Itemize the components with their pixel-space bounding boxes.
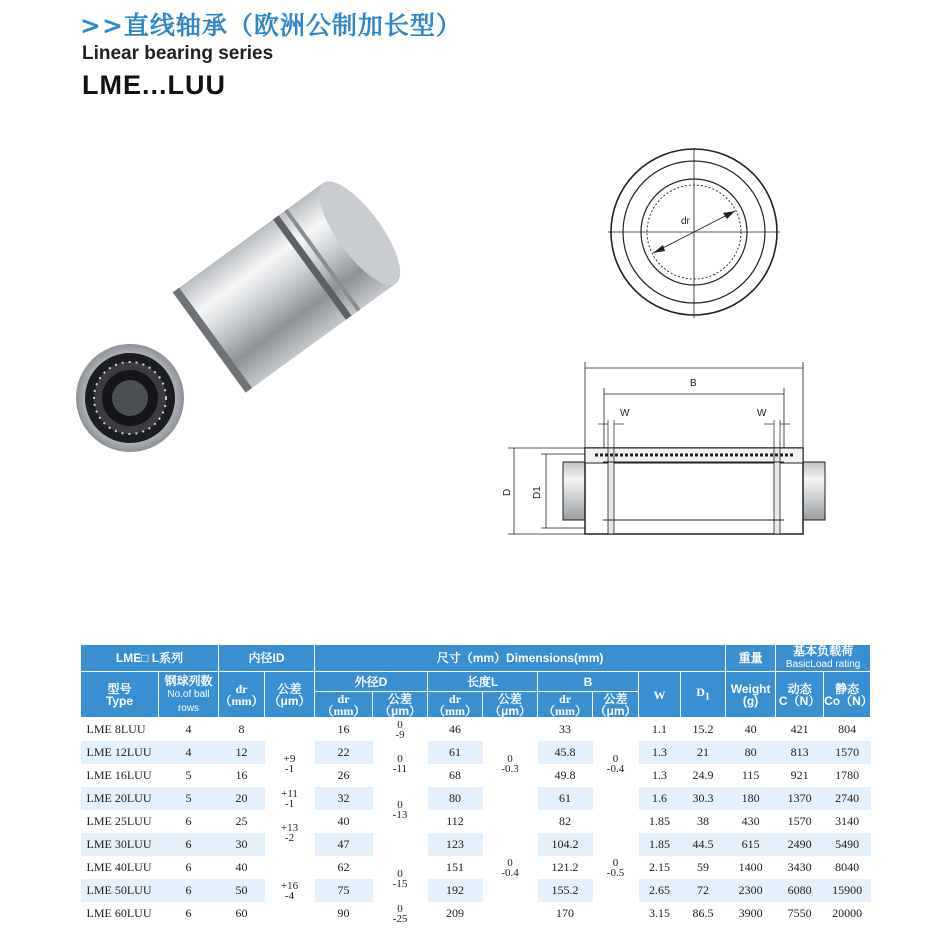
cell-d1: 24.9	[692, 768, 714, 782]
cell-dynamic: 813	[776, 741, 824, 764]
header-l-dr: dr （mm）	[428, 692, 483, 718]
cell-b: 33	[559, 722, 572, 736]
cell-d-tol: 0 -13	[373, 787, 428, 833]
cell-dr: 8	[238, 722, 245, 736]
cell-b: 49.8	[554, 768, 576, 782]
cell-static: 15900	[824, 879, 871, 902]
cell-id-tol: +13 -2	[265, 810, 315, 856]
cell-b-tol: 0 -0.4	[593, 718, 639, 811]
cell-l: 80	[428, 787, 483, 810]
cell-b: 61	[538, 787, 593, 810]
cell-b-tol: 0 -0.5	[593, 810, 639, 925]
cell-l-tol: 0 -0.3	[483, 718, 538, 811]
cell-id-tol: +9 -1	[265, 741, 315, 787]
cell-weight: 40	[744, 722, 757, 736]
cell-model: LME 40LUU	[86, 860, 152, 874]
dr-label: dr	[681, 216, 690, 227]
cell-l: 151	[446, 860, 465, 874]
cell-d1: 72	[681, 879, 726, 902]
b-dimension-label: B	[690, 378, 697, 389]
cell-b: 82	[559, 814, 572, 828]
cell-static: 20000	[832, 906, 863, 920]
cell-dynamic: 7550	[787, 906, 812, 920]
cell-d1: 38	[697, 814, 710, 828]
side-view-drawing	[508, 362, 825, 534]
page-title-en: Linear bearing series	[82, 43, 274, 64]
cell-dynamic: 1570	[787, 814, 812, 828]
cell-d-tol: 0 -9	[373, 718, 428, 742]
cell-weight: 615	[726, 833, 776, 856]
cell-balls: 6	[159, 833, 219, 856]
cell-d-tol: 0 -15	[373, 856, 428, 902]
cell-d1: 30.3	[681, 787, 726, 810]
cell-l-tol: 0 -0.4	[483, 810, 538, 925]
cell-weight: 430	[741, 814, 760, 828]
header-w: W	[639, 672, 681, 718]
cell-balls: 6	[159, 879, 219, 902]
header-id-tol: 公差 （μm）	[265, 672, 315, 718]
cell-dr: 20	[219, 787, 265, 810]
cell-dynamic: 1370	[776, 787, 824, 810]
table-row	[81, 902, 871, 925]
header-inner-diameter: 内径ID	[219, 645, 315, 672]
cell-balls: 6	[185, 906, 192, 920]
cell-dr: 12	[219, 741, 265, 764]
cell-d: 26	[337, 768, 350, 782]
header-static: 静态 Co（N）	[824, 672, 871, 718]
header-dimensions: 尺寸（mm）Dimensions(mm)	[315, 645, 726, 672]
cell-dr: 25	[235, 814, 248, 828]
cell-b: 104.2	[538, 833, 593, 856]
cell-model: LME 16LUU	[86, 768, 152, 782]
cell-model: LME 8LUU	[86, 722, 146, 736]
table-row	[81, 856, 871, 879]
table-row	[81, 787, 871, 810]
cell-d: 40	[337, 814, 350, 828]
table-row	[81, 833, 871, 856]
cell-dynamic: 921	[790, 768, 809, 782]
cell-balls: 6	[185, 860, 192, 874]
cell-w: 2.65	[639, 879, 681, 902]
header-b: B	[538, 672, 639, 692]
cell-dynamic: 3430	[787, 860, 812, 874]
cell-d-tol: 0 -11	[373, 741, 428, 787]
cell-d1: 15.2	[692, 722, 714, 736]
cell-model: LME 50LUU	[81, 879, 159, 902]
table-row	[81, 879, 871, 902]
cell-static: 3140	[835, 814, 860, 828]
cell-model: LME 12LUU	[81, 741, 159, 764]
header-d-dr: dr （mm）	[315, 692, 373, 718]
cell-b: 45.8	[538, 741, 593, 764]
w-left-label: W	[620, 408, 630, 419]
cell-balls: 5	[159, 787, 219, 810]
cell-d1: 59	[697, 860, 710, 874]
d-dimension-label: D	[502, 488, 513, 496]
cell-w: 2.15	[649, 860, 671, 874]
cell-dr: 30	[219, 833, 265, 856]
cell-d-tol	[373, 833, 428, 856]
cell-b: 170	[556, 906, 575, 920]
cell-d: 22	[315, 741, 373, 764]
header-outer-d: 外径D	[315, 672, 428, 692]
page-title-cn: >>直线轴承（欧洲公制加长型）	[80, 11, 462, 40]
bearing-photo	[76, 170, 414, 452]
cell-dynamic: 6080	[776, 879, 824, 902]
cell-l: 46	[449, 722, 462, 736]
header-weight-cn: 重量	[726, 645, 776, 672]
cell-d: 32	[315, 787, 373, 810]
cell-static: 804	[838, 722, 857, 736]
header-load-cn: 基本负载荷 BasicLoad rating	[776, 645, 871, 672]
cell-d1: 44.5	[681, 833, 726, 856]
cell-w: 1.3	[639, 741, 681, 764]
cell-d: 16	[337, 722, 350, 736]
cell-dynamic: 2490	[776, 833, 824, 856]
cell-dr: 50	[219, 879, 265, 902]
cell-static: 5490	[824, 833, 871, 856]
cell-weight: 2300	[726, 879, 776, 902]
cell-b: 155.2	[538, 879, 593, 902]
header-weight: Weight (g)	[726, 672, 776, 718]
cell-weight: 1400	[738, 860, 763, 874]
w-right-label: W	[757, 408, 767, 419]
cell-l: 61	[428, 741, 483, 764]
header-length-l: 长度L	[428, 672, 538, 692]
cell-static: 2740	[824, 787, 871, 810]
cell-w: 1.3	[652, 768, 668, 782]
cell-id-tol: +16 -4	[265, 856, 315, 925]
cell-d: 62	[337, 860, 350, 874]
cell-dr: 60	[235, 906, 248, 920]
cell-w: 1.85	[639, 833, 681, 856]
cell-model: LME 60LUU	[86, 906, 152, 920]
cell-w: 3.15	[649, 906, 671, 920]
header-b-tol: 公差 （μm）	[594, 691, 637, 718]
cell-d: 75	[315, 879, 373, 902]
cell-model: LME 20LUU	[81, 787, 159, 810]
cell-balls: 5	[185, 768, 192, 782]
cell-l: 209	[446, 906, 465, 920]
cell-static: 1570	[824, 741, 871, 764]
header-type: 型号 Type	[81, 672, 159, 718]
cell-dr: 16	[235, 768, 248, 782]
header-series: LME□ L系列	[81, 645, 219, 672]
end-view-drawing	[608, 148, 780, 318]
d1-dimension-label: D1	[532, 486, 543, 499]
cell-dynamic: 421	[790, 722, 809, 736]
cell-w: 1.6	[639, 787, 681, 810]
cell-d: 90	[337, 906, 350, 920]
cell-w: 1.1	[652, 722, 668, 736]
header-dynamic: 动态 C（N）	[776, 672, 824, 718]
cell-static: 1780	[835, 768, 860, 782]
header-d-tol: 公差 （μm）	[373, 692, 428, 718]
table-row	[81, 718, 871, 742]
header-d1: $D_1$	[681, 672, 726, 718]
cell-d: 47	[315, 833, 373, 856]
cell-balls: 4	[185, 722, 192, 736]
cell-weight: 3900	[738, 906, 763, 920]
cell-balls: 6	[185, 814, 192, 828]
cell-weight: 180	[726, 787, 776, 810]
header-id-dr: dr （mm）	[219, 672, 265, 718]
cell-id-tol: +11 -1	[265, 787, 315, 810]
cell-d1: 86.5	[692, 906, 714, 920]
cell-static: 8040	[835, 860, 860, 874]
cell-weight: 115	[741, 768, 760, 782]
cell-balls: 4	[159, 741, 219, 764]
table-row	[81, 810, 871, 833]
cell-b: 121.2	[551, 860, 579, 874]
cell-model: LME 25LUU	[86, 814, 152, 828]
cell-weight: 80	[726, 741, 776, 764]
spec-table	[80, 644, 871, 925]
cell-model: LME 30LUU	[81, 833, 159, 856]
cell-w: 1.85	[649, 814, 671, 828]
table-row	[81, 741, 871, 764]
header-ball-rows: 钢球列数 No.of ball rows	[159, 672, 219, 718]
cell-l: 112	[446, 814, 464, 828]
cell-l: 68	[449, 768, 462, 782]
series-name: LME...LUU	[82, 70, 226, 100]
cell-l: 192	[428, 879, 483, 902]
cell-id-tol	[265, 718, 315, 742]
header-b-dr: dr （mm）	[538, 692, 593, 718]
cell-dr: 40	[235, 860, 248, 874]
cell-d1: 21	[681, 741, 726, 764]
cell-d-tol: 0 -25	[373, 902, 428, 925]
header-l-tol: 公差 （μm）	[483, 692, 538, 718]
cell-l: 123	[428, 833, 483, 856]
table-row	[81, 764, 871, 787]
